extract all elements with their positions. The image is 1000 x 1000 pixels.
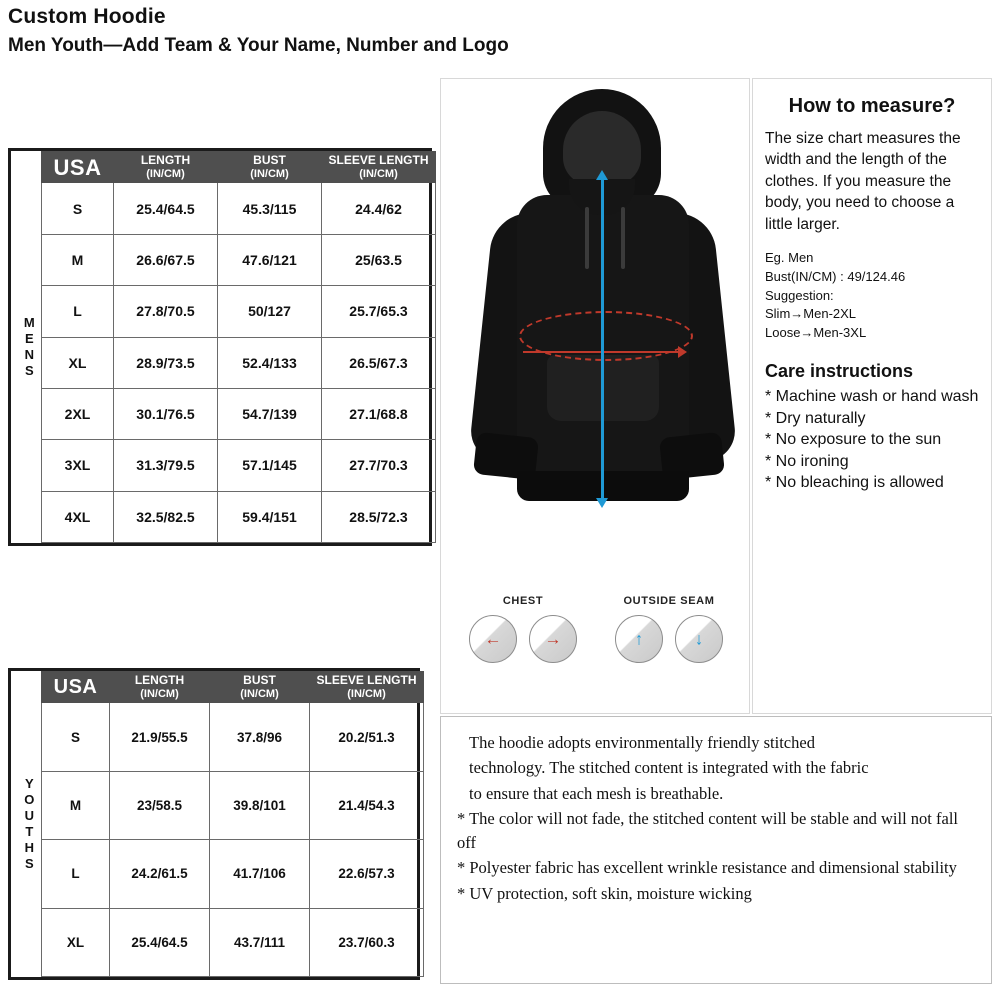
cell-sleeve: 21.4/54.3 bbox=[310, 771, 424, 839]
how-to-measure-panel bbox=[752, 78, 992, 714]
note-line: * Polyester fabric has excellent wrinkle resistance and dimensional stability bbox=[457, 858, 957, 878]
bust-measure-arrow-icon bbox=[523, 351, 685, 353]
cell-size: XL bbox=[42, 337, 114, 388]
note-line: * The color will not fade, the stitched content will be stable and will not fall off bbox=[457, 809, 958, 852]
cell-length: 26.6/67.5 bbox=[114, 234, 218, 285]
mens-side-label bbox=[15, 151, 43, 543]
cell-length: 24.2/61.5 bbox=[110, 840, 210, 908]
outside-seam-caption: OUTSIDE SEAM bbox=[623, 595, 715, 607]
column-header-bust bbox=[210, 672, 310, 703]
column-header-length-label: LENGTH bbox=[140, 153, 191, 167]
column-header-length-label: LENGTH bbox=[134, 673, 185, 687]
cell-sleeve: 24.4/62 bbox=[322, 183, 436, 234]
length-measure-arrow-icon bbox=[601, 179, 604, 499]
cell-sleeve: 27.1/68.8 bbox=[322, 388, 436, 439]
table-header-row bbox=[42, 672, 424, 703]
chest-right-arrow-icon bbox=[529, 615, 577, 663]
cell-bust: 47.6/121 bbox=[218, 234, 322, 285]
column-header-bust-unit: (IN/CM) bbox=[240, 687, 279, 700]
column-header-sleeve-label: SLEEVE LENGTH bbox=[316, 673, 417, 687]
youths-size-table-block bbox=[8, 668, 420, 980]
example-line: Slim→Men-2XL bbox=[765, 306, 857, 322]
cell-length: 27.8/70.5 bbox=[114, 286, 218, 337]
youths-size-table bbox=[41, 671, 424, 977]
cell-size: 3XL bbox=[42, 440, 114, 491]
seam-circles bbox=[599, 615, 739, 663]
table-row bbox=[42, 286, 436, 337]
care-item: * No exposure to the sun bbox=[765, 431, 942, 449]
care-item: * Dry naturally bbox=[765, 409, 866, 427]
column-header-length-unit: (IN/CM) bbox=[140, 687, 179, 700]
cell-size: XL bbox=[42, 908, 110, 976]
cell-bust: 50/127 bbox=[218, 286, 322, 337]
column-header-bust-label: BUST bbox=[243, 673, 276, 687]
example-line: Eg. Men bbox=[765, 249, 814, 265]
note-line: to ensure that each mesh is breathable. bbox=[469, 783, 724, 803]
cell-size: M bbox=[42, 771, 110, 839]
table-header-row bbox=[42, 152, 436, 183]
cell-sleeve: 25/63.5 bbox=[322, 234, 436, 285]
cell-size: S bbox=[42, 703, 110, 771]
chest-measure-group bbox=[463, 595, 583, 663]
cell-length: 21.9/55.5 bbox=[110, 703, 210, 771]
bust-measure-ellipse-icon bbox=[519, 311, 693, 361]
cell-sleeve: 20.2/51.3 bbox=[310, 703, 424, 771]
note-line: technology. The stitched content is integrated with the fabric bbox=[469, 758, 869, 778]
cell-bust: 37.8/96 bbox=[210, 703, 310, 771]
cell-sleeve: 27.7/70.3 bbox=[322, 440, 436, 491]
example-block bbox=[765, 249, 979, 343]
seam-down-arrow-icon bbox=[675, 615, 723, 663]
table-row bbox=[42, 183, 436, 234]
column-header-usa: USA bbox=[42, 672, 110, 703]
cell-length: 28.9/73.5 bbox=[114, 337, 218, 388]
column-header-bust-unit: (IN/CM) bbox=[250, 167, 289, 180]
cell-sleeve: 26.5/67.3 bbox=[322, 337, 436, 388]
note-line: The hoodie adopts environmentally friendly stitched bbox=[469, 733, 815, 752]
cell-length: 25.4/64.5 bbox=[114, 183, 218, 234]
cell-length: 31.3/79.5 bbox=[114, 440, 218, 491]
cell-size: S bbox=[42, 183, 114, 234]
care-item: * No bleaching is allowed bbox=[765, 474, 944, 492]
table-row bbox=[42, 388, 436, 439]
cell-length: 32.5/82.5 bbox=[114, 491, 218, 542]
chest-left-arrow-glyph: ← bbox=[484, 629, 502, 649]
cell-sleeve: 28.5/72.3 bbox=[322, 491, 436, 542]
care-instructions-title: Care instructions bbox=[765, 361, 914, 382]
care-instructions-list bbox=[765, 386, 979, 494]
measure-icon-row bbox=[453, 595, 739, 705]
table-row bbox=[42, 908, 424, 976]
column-header-bust-label: BUST bbox=[253, 153, 286, 167]
column-header-length bbox=[114, 152, 218, 183]
cell-bust: 59.4/151 bbox=[218, 491, 322, 542]
cell-bust: 52.4/133 bbox=[218, 337, 322, 388]
cell-sleeve: 25.7/65.3 bbox=[322, 286, 436, 337]
cell-size: 2XL bbox=[42, 388, 114, 439]
cell-size: 4XL bbox=[42, 491, 114, 542]
column-header-length-unit: (IN/CM) bbox=[146, 167, 185, 180]
care-item: * Machine wash or hand wash bbox=[765, 388, 979, 406]
cell-sleeve: 22.6/57.3 bbox=[310, 840, 424, 908]
example-line: Loose→Men-3XL bbox=[765, 325, 867, 341]
hoodie-illustration-panel bbox=[440, 78, 750, 714]
cell-bust: 41.7/106 bbox=[210, 840, 310, 908]
column-header-sleeve bbox=[310, 672, 424, 703]
table-row bbox=[42, 771, 424, 839]
youths-side-label bbox=[15, 671, 43, 977]
column-header-sleeve-unit: (IN/CM) bbox=[347, 687, 386, 700]
cell-size: L bbox=[42, 286, 114, 337]
page-title: Custom Hoodie bbox=[8, 5, 166, 28]
youths-side-label-text: YOUTHS bbox=[21, 776, 37, 872]
column-header-bust bbox=[218, 152, 322, 183]
care-item: * No ironing bbox=[765, 452, 849, 470]
hoodie-drawstring-right bbox=[621, 207, 625, 269]
mens-size-table-block bbox=[8, 148, 432, 546]
how-to-measure-body: The size chart measures the width and the length of the clothes. If you measure the body, you need to choose a little larger. bbox=[765, 130, 961, 233]
table-row bbox=[42, 491, 436, 542]
example-line: Suggestion: bbox=[765, 287, 834, 303]
outside-seam-measure-group bbox=[599, 595, 739, 663]
cell-bust: 45.3/115 bbox=[218, 183, 322, 234]
chest-caption: CHEST bbox=[502, 595, 544, 607]
table-row bbox=[42, 234, 436, 285]
note-line: * UV protection, soft skin, moisture wicking bbox=[457, 883, 752, 903]
chest-circles bbox=[463, 615, 583, 663]
chest-left-arrow-icon bbox=[469, 615, 517, 663]
table-row bbox=[42, 440, 436, 491]
table-row bbox=[42, 703, 424, 771]
example-line: Bust(IN/CM) : 49/124.46 bbox=[765, 268, 906, 284]
chest-right-arrow-glyph: → bbox=[544, 629, 562, 649]
cell-length: 30.1/76.5 bbox=[114, 388, 218, 439]
cell-bust: 57.1/145 bbox=[218, 440, 322, 491]
page-header bbox=[8, 4, 788, 58]
column-header-length bbox=[110, 672, 210, 703]
table-row bbox=[42, 840, 424, 908]
cell-size: M bbox=[42, 234, 114, 285]
column-header-sleeve-unit: (IN/CM) bbox=[359, 167, 398, 180]
column-header-sleeve-label: SLEEVE LENGTH bbox=[328, 153, 429, 167]
cell-length: 23/58.5 bbox=[110, 771, 210, 839]
cell-sleeve: 23.7/60.3 bbox=[310, 908, 424, 976]
page-subtitle: Men Youth—Add Team & Your Name, Number and Logo bbox=[8, 35, 509, 57]
mens-side-label-text: MENS bbox=[21, 315, 37, 379]
fabric-note-panel bbox=[440, 716, 992, 984]
seam-up-arrow-icon bbox=[615, 615, 663, 663]
cell-size: L bbox=[42, 840, 110, 908]
hoodie-image bbox=[451, 83, 743, 583]
cell-bust: 43.7/111 bbox=[210, 908, 310, 976]
mens-size-table bbox=[41, 151, 436, 543]
how-to-measure-title: How to measure? bbox=[788, 95, 956, 117]
column-header-usa: USA bbox=[42, 152, 114, 183]
seam-up-arrow-glyph: ↑ bbox=[634, 629, 644, 649]
cell-bust: 54.7/139 bbox=[218, 388, 322, 439]
cell-length: 25.4/64.5 bbox=[110, 908, 210, 976]
column-header-sleeve bbox=[322, 152, 436, 183]
cell-bust: 39.8/101 bbox=[210, 771, 310, 839]
table-row bbox=[42, 337, 436, 388]
hoodie-drawstring-left bbox=[585, 207, 589, 269]
seam-down-arrow-glyph: ↓ bbox=[694, 629, 704, 649]
